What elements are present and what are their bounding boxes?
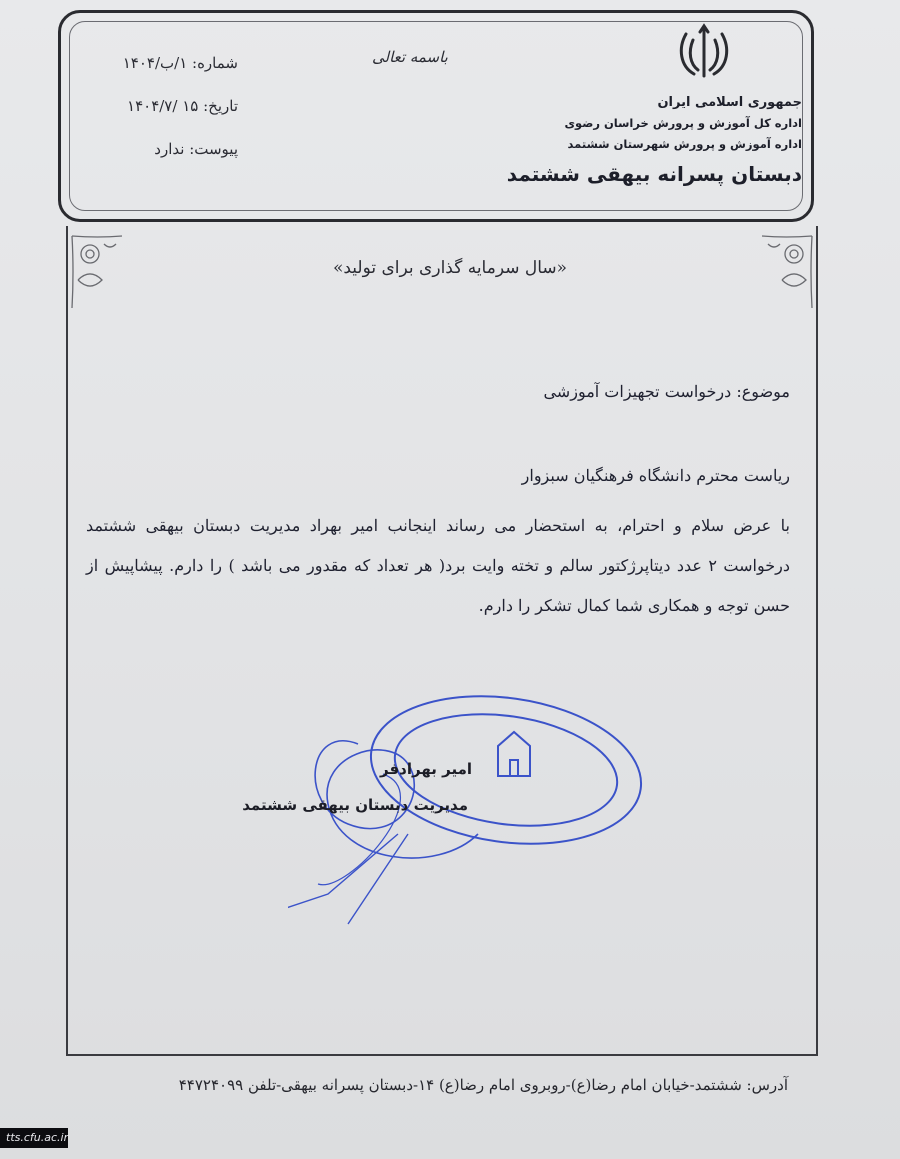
letter-meta [98, 54, 238, 183]
letter-number: شماره: ۱/ب/۱۴۰۴ [122, 54, 238, 72]
letter-date: تاریخ: ۱۵ /۱۴۰۴/۷ [127, 97, 238, 115]
official-stamp-icon [288, 684, 668, 944]
letter-addressee: ریاست محترم دانشگاه فرهنگیان سبزوار [521, 466, 790, 485]
country-line: جمهوری اسلامی ایران [657, 95, 802, 110]
ministry-block [565, 92, 803, 155]
letter-body: با عرض سلام و احترام، به استحضار می رساند اینجانب امیر بهراد مدیریت دبستان بیهقی ششتمد درخواست ۲ عدد دیتاپرژکتور سالم و تخته وایت برد( هر تعداد که مقدور می باشد ) را دارم. پیشاپیش از حسن توجه و همکاری شما کمال تشکر را دارم. [86, 516, 791, 615]
signer-title: مدیریت دبستان بیهقی ششتمد [242, 796, 468, 814]
signer-name: امیر بهرادفر [380, 760, 472, 778]
letter-attachment: پیوست: ندارد [154, 140, 238, 158]
school-name: دبستان پسرانه بیهقی ششتمد [506, 162, 802, 186]
year-slogan: «سال سرمایه گذاری برای تولید» [332, 258, 568, 278]
iran-emblem-icon [676, 22, 732, 82]
site-watermark: tts.cfu.ac.ir [0, 1128, 68, 1148]
letter-subject: موضوع: درخواست تجهیزات آموزشی [543, 382, 790, 401]
city-office-line: اداره آموزش و پرورش شهرستان ششتمد [567, 137, 802, 151]
footer-address: آدرس: ششتمد-خیابان امام رضا(ع)-روبروی امام رضا(ع) ۱۴-دبستان پسرانه بیهقی-تلفن ۴۴۷۲۴۰۹۹ [178, 1076, 788, 1094]
bismillah: باسمه تعالی [372, 48, 448, 66]
province-office-line: اداره کل آموزش و پرورش خراسان رضوی [564, 116, 802, 130]
